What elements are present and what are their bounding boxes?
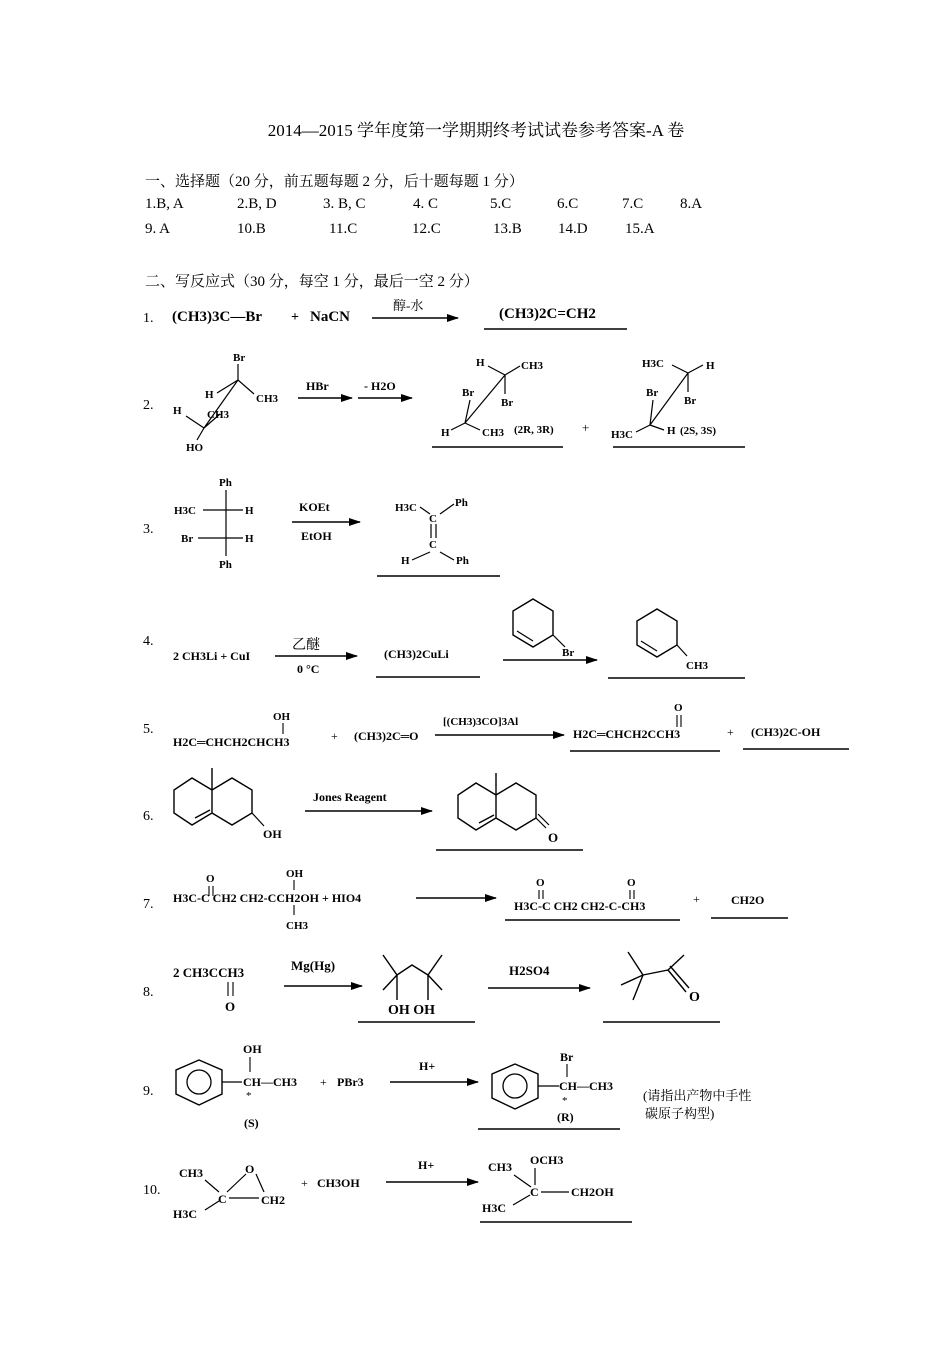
reaction-8 <box>143 952 720 1022</box>
q2-reactant-bonds <box>186 364 254 440</box>
q3-fischer-projection <box>174 477 254 571</box>
q9-acid: H+ <box>419 1059 436 1073</box>
q10-product-c: C <box>530 1185 539 1199</box>
q6-reactant-rings <box>174 768 252 825</box>
reaction-9 <box>143 1042 751 1130</box>
q8-carbonyl-bond <box>228 982 233 996</box>
q6-carbonyl-bond <box>536 814 549 828</box>
q2-atom: CH3 <box>256 393 278 405</box>
q7-reactant-o: O <box>206 873 215 885</box>
q5-plus-2: + <box>727 725 734 739</box>
q1-reagent: NaCN <box>310 309 350 325</box>
answer-10: 10.B <box>237 221 266 237</box>
q5-product: H2C═CHCH2CCH3 <box>573 727 681 741</box>
q5-reactant: H2C═CHCH2CHCH3 <box>173 735 290 749</box>
q5-o: O <box>674 702 683 714</box>
q4-br-bond <box>553 635 565 647</box>
q7-reactant: H3C-C CH2 CH2-CCH2OH + HIO4 <box>173 891 362 905</box>
reaction-7 <box>143 868 788 932</box>
q7-oh: OH <box>286 868 304 880</box>
answer-4: 4. C <box>413 196 439 212</box>
q10-product-ch3: CH3 <box>488 1160 512 1174</box>
q9-note-line-2: 碳原子构型) <box>645 1106 715 1121</box>
answer-5: 5.C <box>490 196 512 212</box>
q4-cyclohexene-ring <box>513 599 553 647</box>
q9-number: 9. <box>143 1084 154 1099</box>
q9-note-line-1: (请指出产物中手性 <box>643 1088 752 1103</box>
q3-atom: Ph <box>219 477 232 489</box>
q2-atom: H <box>173 405 182 417</box>
q3-atom: Ph <box>455 497 468 509</box>
q4-solvent: 乙醚 <box>292 638 320 653</box>
q8-o: O <box>225 999 236 1014</box>
section2-heading: 二、写反应式（30 分，每空 1 分，最后一空 2 分） <box>145 274 479 290</box>
q3-atom: C <box>429 513 437 525</box>
q6-product-rings <box>458 773 536 830</box>
answer-2: 2.B, D <box>237 196 277 212</box>
q9-config2: (R) <box>557 1110 574 1124</box>
answer-13: 13.B <box>493 221 522 237</box>
q2-atom: H <box>441 427 450 439</box>
page-title: 2014—2015 学年度第一学期期终考试试卷参考答案-A 卷 <box>267 121 685 140</box>
q3-atom: H <box>401 555 410 567</box>
q8-acid: H2SO4 <box>509 963 550 978</box>
answer-14: 14.D <box>558 221 588 237</box>
q9-benzene-circle <box>187 1070 211 1094</box>
q4-intermediate: (CH3)2CuLi <box>384 647 449 661</box>
q6-reagent: Jones Reagent <box>313 790 387 804</box>
q5-catalyst: [(CH3)3CO]3Al <box>443 716 519 728</box>
q2-atom: H <box>476 357 485 369</box>
q2-reactant-structure <box>173 352 279 454</box>
q10-product-bonds <box>513 1168 569 1205</box>
q10-number: 10. <box>143 1183 161 1198</box>
q7-product: H3C-C CH2 CH2-C-CH3 <box>514 899 646 913</box>
q1-plus: + <box>291 310 299 325</box>
q3-atom: Ph <box>456 555 469 567</box>
q2-atom: H <box>205 389 214 401</box>
q8-product-o: O <box>689 990 700 1005</box>
q6-number: 6. <box>143 809 154 824</box>
q2-atom: H3C <box>611 429 633 441</box>
answer-7: 7.C <box>622 196 644 212</box>
q3-number: 3. <box>143 522 154 537</box>
reaction-2 <box>143 352 745 454</box>
q6-oh-bond <box>252 813 264 826</box>
q4-ch3: CH3 <box>686 660 708 672</box>
reaction-6 <box>143 768 583 850</box>
q2-atom: H <box>706 360 715 372</box>
q3-fischer-lines <box>198 490 243 556</box>
q9-product-benzene-ring <box>492 1064 538 1109</box>
q2-config2: (2S, 3S) <box>680 425 717 437</box>
q8-pinacol-skeleton <box>383 955 442 1000</box>
q10-h3c: H3C <box>173 1207 197 1221</box>
q2-config1: (2R, 3R) <box>514 424 554 436</box>
q9-plus: + <box>320 1075 327 1089</box>
q3-atom: H <box>245 505 254 517</box>
q10-plus: + <box>301 1176 308 1190</box>
q4-reactant: 2 CH3Li + CuI <box>173 649 251 663</box>
reaction-3 <box>143 477 500 576</box>
q8-reagent: Mg(Hg) <box>291 958 336 973</box>
q3-atom: H <box>245 533 254 545</box>
q10-product-h3c: H3C <box>482 1201 506 1215</box>
q4-ch3-bond <box>677 645 687 656</box>
q5-number: 5. <box>143 722 154 737</box>
q10-c: C <box>218 1192 227 1206</box>
answer-9: 9. A <box>145 221 171 237</box>
q3-atom: Ph <box>219 559 232 571</box>
q2-plus: + <box>582 420 590 435</box>
q2-atom: Br <box>501 397 514 409</box>
q10-epoxide-bonds <box>205 1174 264 1210</box>
q10-acid: H+ <box>418 1158 435 1172</box>
q9-product-chain: CH—CH3 <box>559 1079 613 1093</box>
q2-atom: H <box>667 425 676 437</box>
answer-15: 15.A <box>625 221 655 237</box>
q5-byproduct: (CH3)2C-OH <box>751 725 821 739</box>
q8-pinacolone-skeleton <box>621 952 689 1000</box>
q5-carbonyl-bond <box>677 715 681 727</box>
q9-star-2: * <box>562 1095 568 1107</box>
q7-plus: + <box>693 892 700 906</box>
answer-8: 8.A <box>680 196 703 212</box>
q2-atom: Br <box>646 387 659 399</box>
section1-heading: 一、选择题（20 分，前五题每题 2 分，后十题每题 1 分） <box>145 174 524 190</box>
q3-atom: H3C <box>174 505 196 517</box>
q3-atom: Br <box>181 533 194 545</box>
q7-product-carbonyl-2 <box>630 890 634 899</box>
q7-product-o1: O <box>536 877 545 889</box>
q2-reagent2: - H2O <box>364 379 396 393</box>
q8-reactant: 2 CH3CCH3 <box>173 965 245 980</box>
q8-number: 8. <box>143 985 154 1000</box>
q10-ch2: CH2 <box>261 1193 285 1207</box>
q2-atom: H3C <box>642 358 664 370</box>
q2-atom: HO <box>186 442 204 454</box>
q10-ch2oh: CH2OH <box>571 1185 614 1199</box>
q5-oh: OH <box>273 711 291 723</box>
q5-acetone: (CH3)2C═O <box>354 729 419 743</box>
q1-number: 1. <box>143 311 154 326</box>
q1-product: (CH3)2C=CH2 <box>499 306 596 322</box>
q9-benzene-ring <box>176 1060 222 1105</box>
q5-plus: + <box>331 729 338 743</box>
q10-ch3: CH3 <box>179 1166 203 1180</box>
q9-product-benzene-circle <box>503 1074 527 1098</box>
reaction-10 <box>143 1153 632 1222</box>
q2-atom: Br <box>233 352 246 364</box>
q9-oh: OH <box>243 1042 262 1056</box>
q1-reactant: (CH3)3C—Br <box>172 309 262 325</box>
reaction-5 <box>143 702 849 751</box>
q2-atom: CH3 <box>207 409 229 421</box>
q1-condition: 醇-水 <box>393 298 424 313</box>
q7-ch3: CH3 <box>286 920 308 932</box>
q2-atom: Br <box>462 387 475 399</box>
q7-number: 7. <box>143 897 154 912</box>
q4-number: 4. <box>143 634 154 649</box>
q4-product-ring <box>637 609 677 657</box>
q8-diol: OH OH <box>388 1003 436 1018</box>
q7-product-o2: O <box>627 877 636 889</box>
q3-reagent: KOEt <box>299 500 330 514</box>
q2-atom: CH3 <box>521 360 543 372</box>
q6-o: O <box>548 830 559 845</box>
q6-oh: OH <box>263 827 282 841</box>
q7-byproduct: CH2O <box>731 893 765 907</box>
q7-product-carbonyl-1 <box>539 890 543 899</box>
q9-reagent: PBr3 <box>337 1075 364 1089</box>
reaction-4 <box>143 599 745 678</box>
q10-reagent: CH3OH <box>317 1176 360 1190</box>
answer-1: 1.B, A <box>145 196 184 212</box>
q4-br: Br <box>562 647 575 659</box>
answer-12: 12.C <box>412 221 441 237</box>
answer-11: 11.C <box>329 221 358 237</box>
answer-3: 3. B, C <box>323 196 366 212</box>
q10-o: O <box>245 1162 255 1176</box>
q3-atom: H3C <box>395 502 417 514</box>
q3-solvent: EtOH <box>301 529 332 543</box>
q3-product-structure <box>395 497 469 567</box>
q3-atom: C <box>429 539 437 551</box>
q9-config1: (S) <box>244 1116 259 1130</box>
q9-star-1: * <box>246 1090 252 1102</box>
q4-temp: 0 °C <box>297 662 320 676</box>
q10-och3: OCH3 <box>530 1153 564 1167</box>
q2-atom: Br <box>684 395 697 407</box>
q2-reagent1: HBr <box>306 379 329 393</box>
q9-chain: CH—CH3 <box>243 1075 297 1089</box>
q9-br: Br <box>560 1050 574 1064</box>
q2-number: 2. <box>143 398 154 413</box>
answer-6: 6.C <box>557 196 579 212</box>
q2-atom: CH3 <box>482 427 504 439</box>
reaction-1 <box>143 298 627 329</box>
